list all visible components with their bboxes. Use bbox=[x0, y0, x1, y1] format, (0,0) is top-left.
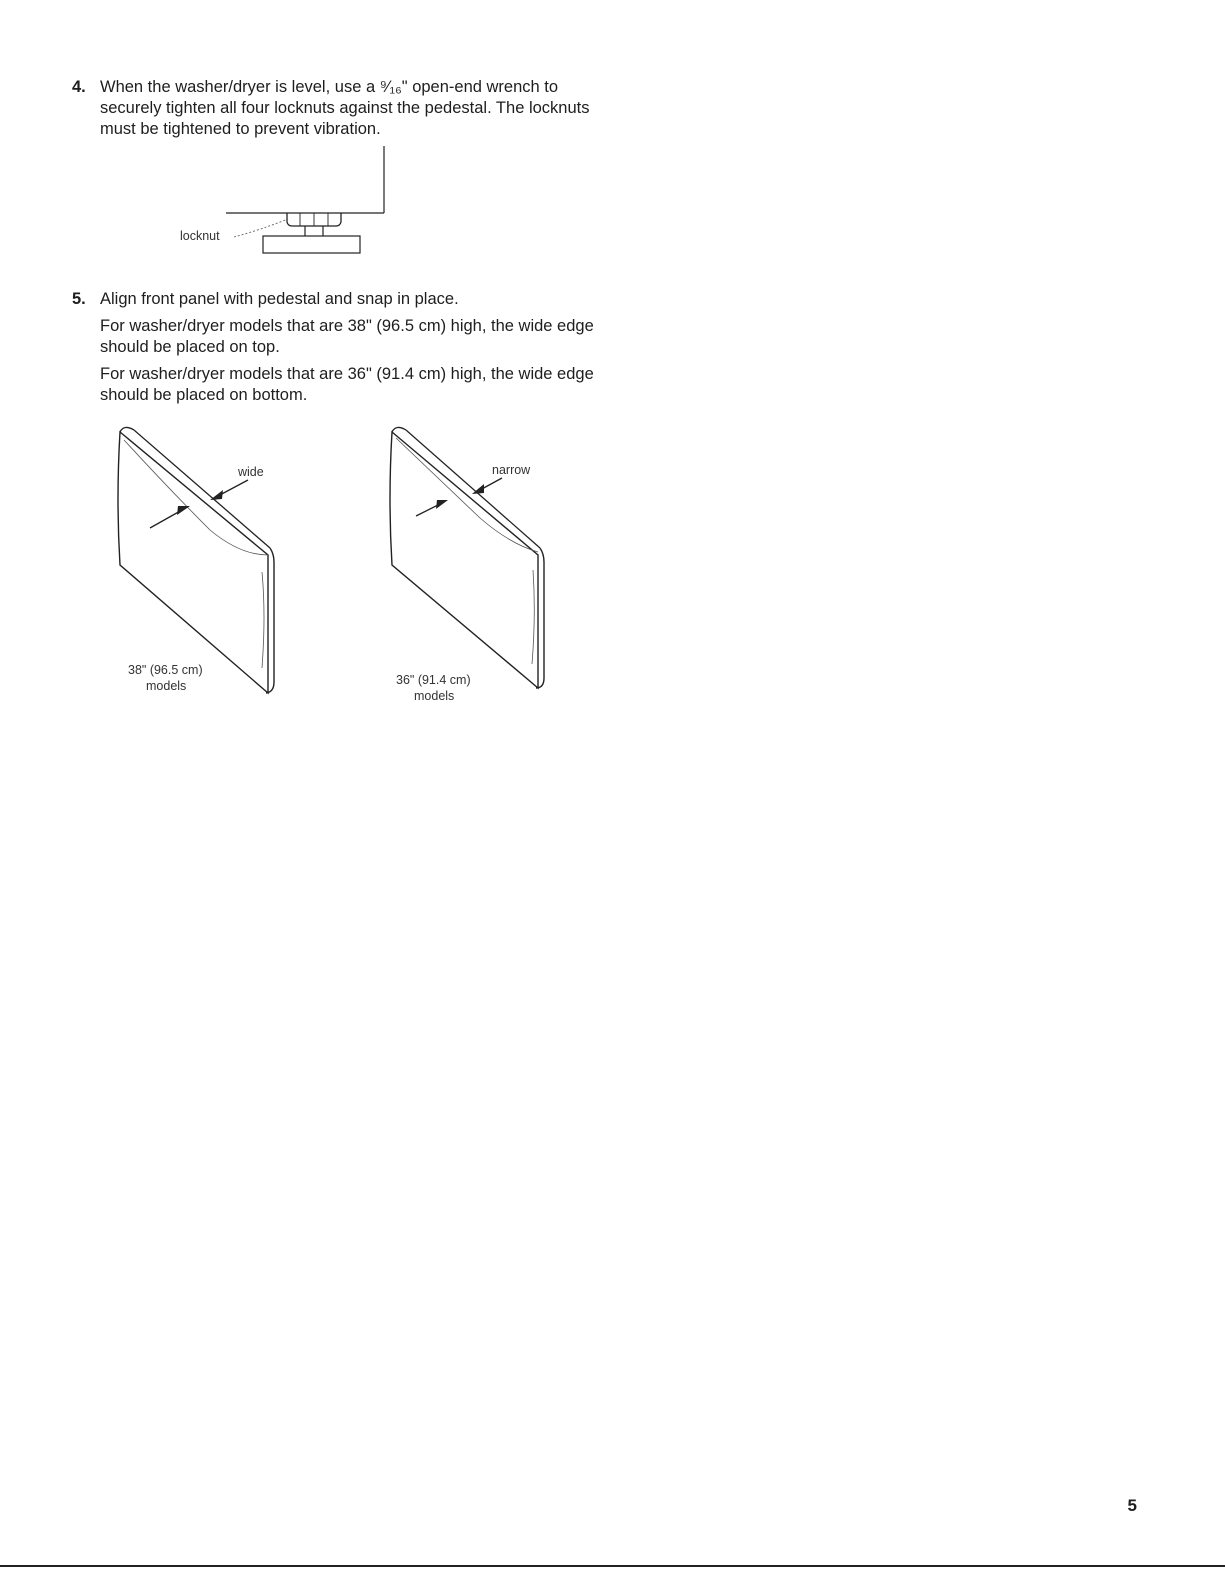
step-number: 5. bbox=[72, 290, 86, 308]
step-5 bbox=[72, 289, 602, 412]
page-number: 5 bbox=[1127, 1496, 1137, 1515]
panel-caption: 36" (91.4 cm) bbox=[396, 673, 471, 687]
step-paragraph: For washer/dryer models that are 36" (91.4 cm) high, the wide edge should be placed on bottom. bbox=[100, 365, 594, 404]
locknut-figure bbox=[160, 140, 400, 265]
step-paragraph: Align front panel with pedestal and snap in place. bbox=[100, 290, 459, 308]
panel-figure-38in bbox=[110, 420, 310, 710]
panel-caption: models bbox=[146, 679, 187, 693]
step-4 bbox=[72, 77, 602, 146]
step-text: When the washer/dryer is level, use a ⁹⁄₁₆" open-end wrench to securely tighten all four locknuts against the pedestal. The locknuts must be tightened to prevent vibration. bbox=[100, 78, 590, 138]
step-paragraph: For washer/dryer models that are 38" (96.5 cm) high, the wide edge should be placed on top. bbox=[100, 317, 594, 356]
bottom-rule bbox=[0, 1565, 1225, 1567]
panel-caption: models bbox=[414, 689, 455, 703]
panel-caption: 38" (96.5 cm) bbox=[128, 663, 203, 677]
narrow-label: narrow bbox=[492, 463, 531, 477]
wide-label: wide bbox=[238, 465, 264, 479]
step-number: 4. bbox=[72, 78, 86, 96]
panel-figure-36in bbox=[380, 420, 580, 710]
locknut-label: locknut bbox=[180, 229, 220, 243]
